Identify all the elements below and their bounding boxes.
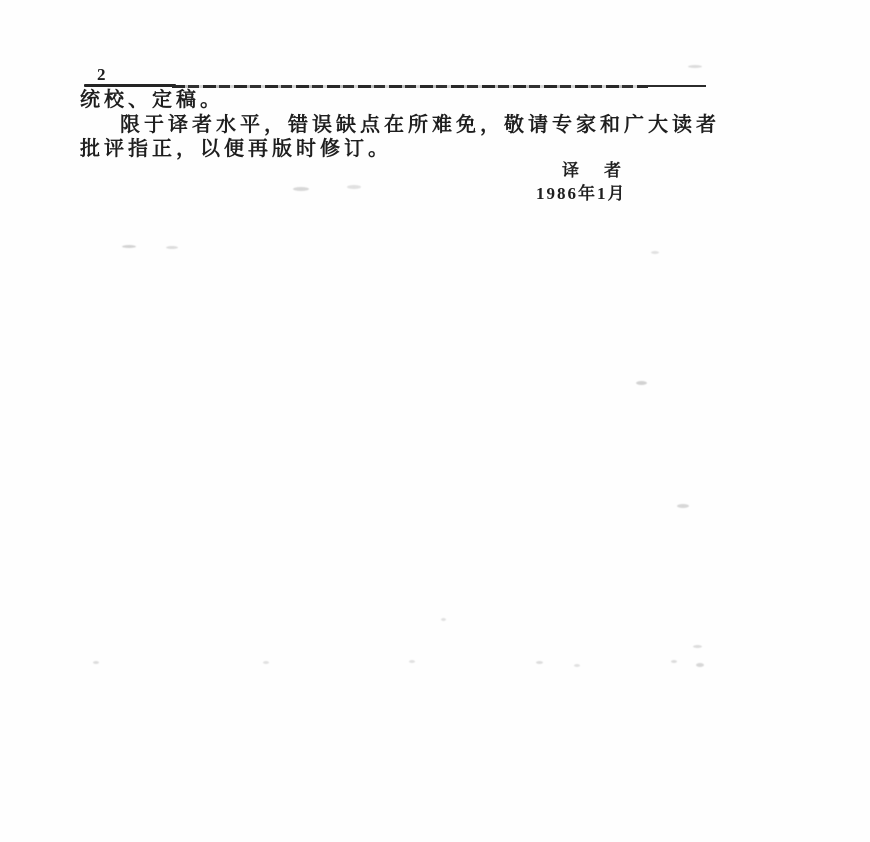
scan-speck <box>441 618 446 621</box>
header-rule-right-segment <box>646 85 706 88</box>
scan-speck <box>122 245 136 248</box>
scan-speck <box>636 381 647 385</box>
scan-speck <box>263 661 269 664</box>
scan-speck <box>677 504 689 508</box>
page-number: 2 <box>97 65 107 84</box>
header-rule-left-segment <box>84 84 176 87</box>
signature-date: 1986年1月 <box>536 184 627 203</box>
scan-speck <box>536 661 543 664</box>
scan-speck <box>293 187 309 191</box>
scan-speck <box>347 185 361 189</box>
scan-speck <box>93 661 99 664</box>
translator-signature: 译 者 <box>562 161 625 180</box>
scan-speck <box>166 246 178 249</box>
scan-speck <box>671 660 677 663</box>
scan-speck <box>693 645 702 648</box>
text-line-paragraph-end: 统校、定稿。 <box>80 89 224 111</box>
body-text <box>80 88 724 162</box>
text-line-apology-2: 批评指正，以便再版时修订。 <box>80 138 392 160</box>
scan-speck <box>651 251 659 254</box>
scan-speck <box>696 663 704 667</box>
scan-speck <box>409 660 415 663</box>
text-line-apology-1: 限于译者水平，错误缺点在所难免，敬请专家和广大读者 <box>120 113 720 136</box>
scan-speck <box>574 664 580 667</box>
scan-speck <box>688 65 702 68</box>
